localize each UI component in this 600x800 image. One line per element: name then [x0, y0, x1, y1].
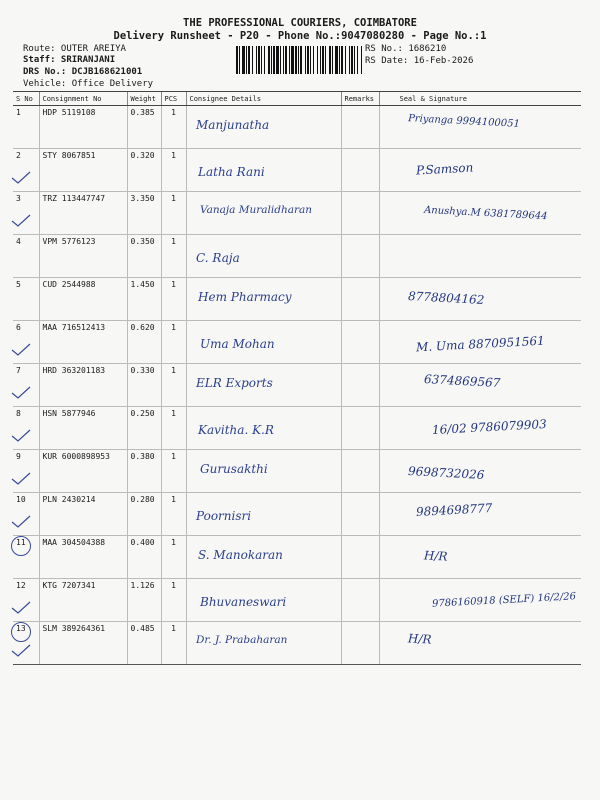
serial-number: 11	[13, 536, 39, 579]
table-row	[13, 407, 581, 450]
consignment-number: MAA 716512413	[39, 321, 127, 364]
consignee-handwritten: Dr. J. Prabaharan	[196, 633, 288, 646]
table-row	[13, 106, 581, 149]
weight-value: 1.450	[127, 278, 161, 321]
table-row	[13, 493, 581, 536]
consignee-handwritten: C. Raja	[196, 250, 240, 265]
signature-cell	[379, 579, 581, 622]
barcode	[236, 46, 362, 74]
signature-handwritten: Priyanga 9994100051	[407, 112, 521, 130]
serial-number: 1	[13, 106, 39, 149]
remarks-cell	[341, 407, 379, 450]
consignee-cell	[186, 579, 341, 622]
signature-cell	[379, 364, 581, 407]
barcode-bar	[322, 46, 324, 74]
consignee-handwritten: Bhuvaneswari	[200, 594, 287, 609]
barcode-bar	[320, 46, 321, 74]
drs-label: DRS No.: DCJB168621001	[23, 67, 143, 77]
signature-handwritten: 9698732026	[407, 463, 485, 482]
consignee-cell	[186, 450, 341, 493]
consignment-number: VPM 5776123	[39, 235, 127, 278]
barcode-bar	[248, 46, 250, 74]
consignment-number: CUD 2544988	[39, 278, 127, 321]
consignee-cell	[186, 493, 341, 536]
table-row	[13, 149, 581, 192]
consignee-handwritten: Vanaja Muralidharan	[200, 203, 313, 216]
barcode-bar	[246, 46, 247, 74]
barcode-bar	[349, 46, 350, 74]
signature-handwritten: H/R	[423, 547, 448, 564]
signature-cell	[379, 493, 581, 536]
column-header: Consignee Details	[186, 92, 341, 106]
barcode-bar	[239, 46, 240, 74]
pcs-value: 1	[161, 149, 186, 192]
barcode-bar	[310, 46, 311, 74]
remarks-cell	[341, 192, 379, 235]
signature-cell	[379, 192, 581, 235]
barcode-bar	[268, 46, 270, 74]
consignee-handwritten: S. Manokaran	[198, 547, 283, 562]
signature-cell	[379, 536, 581, 579]
consignee-cell	[186, 235, 341, 278]
consignee-cell	[186, 149, 341, 192]
signature-cell	[379, 235, 581, 278]
consignee-handwritten: ELR Exports	[196, 375, 273, 390]
consignee-handwritten: Latha Rani	[198, 164, 265, 179]
table-row	[13, 536, 581, 579]
barcode-bar	[351, 46, 353, 74]
barcode-bar	[335, 46, 338, 74]
weight-value: 0.280	[127, 493, 161, 536]
remarks-cell	[341, 278, 379, 321]
pcs-value: 1	[161, 407, 186, 450]
signature-handwritten: H/R	[407, 630, 432, 647]
route-label: Route: OUTER AREIYA	[23, 44, 126, 54]
serial-number: 7	[13, 364, 39, 407]
remarks-cell	[341, 450, 379, 493]
barcode-bar	[345, 46, 346, 74]
consignee-handwritten: Kavitha. K.R	[198, 422, 274, 437]
signature-handwritten: 6374869567	[423, 371, 501, 390]
weight-value: 0.620	[127, 321, 161, 364]
vehicle-label: Vehicle: Office Delivery	[23, 79, 154, 89]
consignment-number: KUR 6000898953	[39, 450, 127, 493]
consignee-handwritten: Poornisri	[196, 508, 252, 523]
signature-cell	[379, 407, 581, 450]
consignment-number: SLM 389264361	[39, 622, 127, 665]
consignee-cell	[186, 536, 341, 579]
barcode-bar	[354, 46, 355, 74]
signature-cell	[379, 278, 581, 321]
barcode-bar	[289, 46, 290, 74]
consignee-handwritten: Gurusakthi	[200, 461, 268, 476]
remarks-cell	[341, 622, 379, 665]
consignee-cell	[186, 407, 341, 450]
column-header: Weight	[127, 92, 161, 106]
signature-handwritten: 9894698777	[415, 500, 493, 519]
staff-label: Staff: SRIRANJANI	[23, 55, 116, 65]
signature-handwritten: 16/02 9786079903	[431, 416, 548, 437]
barcode-bar	[332, 46, 333, 74]
pcs-value: 1	[161, 235, 186, 278]
serial-number: 13	[13, 622, 39, 665]
signature-handwritten: 9786160918 (SELF) 16/2/26	[431, 590, 577, 610]
weight-value: 0.330	[127, 364, 161, 407]
weight-value: 0.400	[127, 536, 161, 579]
barcode-bar	[339, 46, 340, 74]
barcode-bar	[295, 46, 297, 74]
consignment-number: MAA 304504388	[39, 536, 127, 579]
consignee-handwritten: Uma Mohan	[200, 336, 275, 351]
signature-handwritten: 8778804162	[407, 288, 485, 307]
pcs-value: 1	[161, 278, 186, 321]
barcode-bar	[280, 46, 281, 74]
table-row	[13, 450, 581, 493]
consignment-number: HRD 363201183	[39, 364, 127, 407]
barcode-bar	[361, 46, 362, 74]
consignment-number: STY 8067851	[39, 149, 127, 192]
table-row	[13, 364, 581, 407]
barcode-bar	[236, 46, 238, 74]
barcode-bar	[276, 46, 279, 74]
signature-cell	[379, 622, 581, 665]
weight-value: 0.380	[127, 450, 161, 493]
barcode-bar	[307, 46, 309, 74]
pcs-value: 1	[161, 579, 186, 622]
barcode-bar	[300, 46, 302, 74]
table-row	[13, 579, 581, 622]
serial-number: 6	[13, 321, 39, 364]
signature-cell	[379, 149, 581, 192]
column-header: S No	[13, 92, 39, 106]
consignee-cell	[186, 192, 341, 235]
company-title: THE PROFESSIONAL COURIERS, COIMBATORE	[183, 17, 417, 29]
remarks-cell	[341, 106, 379, 149]
weight-value: 3.350	[127, 192, 161, 235]
serial-number: 3	[13, 192, 39, 235]
column-header: Consignment No	[39, 92, 127, 106]
barcode-bar	[357, 46, 358, 74]
column-header: Seal & Signature	[379, 92, 581, 106]
consignment-number: TRZ 113447747	[39, 192, 127, 235]
signature-cell	[379, 321, 581, 364]
serial-number: 10	[13, 493, 39, 536]
barcode-bar	[256, 46, 257, 74]
consignee-cell	[186, 622, 341, 665]
consignee-handwritten: Hem Pharmacy	[198, 289, 292, 304]
runsheet-subtitle: Delivery Runsheet - P20 - Phone No.:9047080280 - Page No.:1	[113, 30, 487, 42]
pcs-value: 1	[161, 536, 186, 579]
barcode-bar	[273, 46, 275, 74]
weight-value: 0.385	[127, 106, 161, 149]
table-row	[13, 321, 581, 364]
table-row	[13, 235, 581, 278]
remarks-cell	[341, 235, 379, 278]
barcode-bar	[341, 46, 343, 74]
barcode-bar	[283, 46, 284, 74]
remarks-cell	[341, 536, 379, 579]
consignee-cell	[186, 278, 341, 321]
consignee-cell	[186, 364, 341, 407]
signature-handwritten: P.Samson	[415, 160, 474, 177]
consignment-number: PLN 2430214	[39, 493, 127, 536]
barcode-bar	[242, 46, 245, 74]
consignee-cell	[186, 321, 341, 364]
table-row	[13, 622, 581, 665]
serial-number: 2	[13, 149, 39, 192]
weight-value: 0.250	[127, 407, 161, 450]
remarks-cell	[341, 493, 379, 536]
column-header: PCS	[161, 92, 186, 106]
pcs-value: 1	[161, 106, 186, 149]
barcode-bar	[258, 46, 260, 74]
consignee-handwritten: Manjunatha	[196, 117, 270, 132]
barcode-bar	[264, 46, 265, 74]
rs-date: RS Date: 16-Feb-2026	[365, 56, 474, 66]
serial-number: 9	[13, 450, 39, 493]
serial-number: 4	[13, 235, 39, 278]
column-header: Remarks	[341, 92, 379, 106]
weight-value: 1.126	[127, 579, 161, 622]
pcs-value: 1	[161, 364, 186, 407]
signature-handwritten: M. Uma 8870951561	[415, 333, 546, 354]
remarks-cell	[341, 579, 379, 622]
consignment-number: HDP 5119108	[39, 106, 127, 149]
serial-number: 8	[13, 407, 39, 450]
barcode-bar	[291, 46, 294, 74]
barcode-bar	[317, 46, 318, 74]
signature-handwritten: Anushya.M 6381789644	[423, 204, 548, 222]
table-row	[13, 278, 581, 321]
remarks-cell	[341, 364, 379, 407]
barcode-bar	[305, 46, 306, 74]
runsheet-table	[13, 91, 581, 665]
weight-value: 0.350	[127, 235, 161, 278]
pcs-value: 1	[161, 450, 186, 493]
weight-value: 0.320	[127, 149, 161, 192]
weight-value: 0.485	[127, 622, 161, 665]
pcs-value: 1	[161, 493, 186, 536]
barcode-bar	[285, 46, 287, 74]
serial-number: 12	[13, 579, 39, 622]
pcs-value: 1	[161, 622, 186, 665]
signature-cell	[379, 450, 581, 493]
barcode-bar	[313, 46, 314, 74]
signature-cell	[379, 106, 581, 149]
rs-number: RS No.: 1686210	[365, 44, 447, 54]
barcode-bar	[271, 46, 272, 74]
barcode-bar	[252, 46, 253, 74]
barcode-bar	[261, 46, 262, 74]
table-header	[13, 92, 581, 106]
barcode-bar	[298, 46, 299, 74]
serial-number: 5	[13, 278, 39, 321]
barcode-bar	[325, 46, 326, 74]
consignment-number: HSN 5877946	[39, 407, 127, 450]
remarks-cell	[341, 149, 379, 192]
consignment-number: KTG 7207341	[39, 579, 127, 622]
table-row	[13, 192, 581, 235]
pcs-value: 1	[161, 321, 186, 364]
consignee-cell	[186, 106, 341, 149]
pcs-value: 1	[161, 192, 186, 235]
barcode-bar	[329, 46, 331, 74]
remarks-cell	[341, 321, 379, 364]
